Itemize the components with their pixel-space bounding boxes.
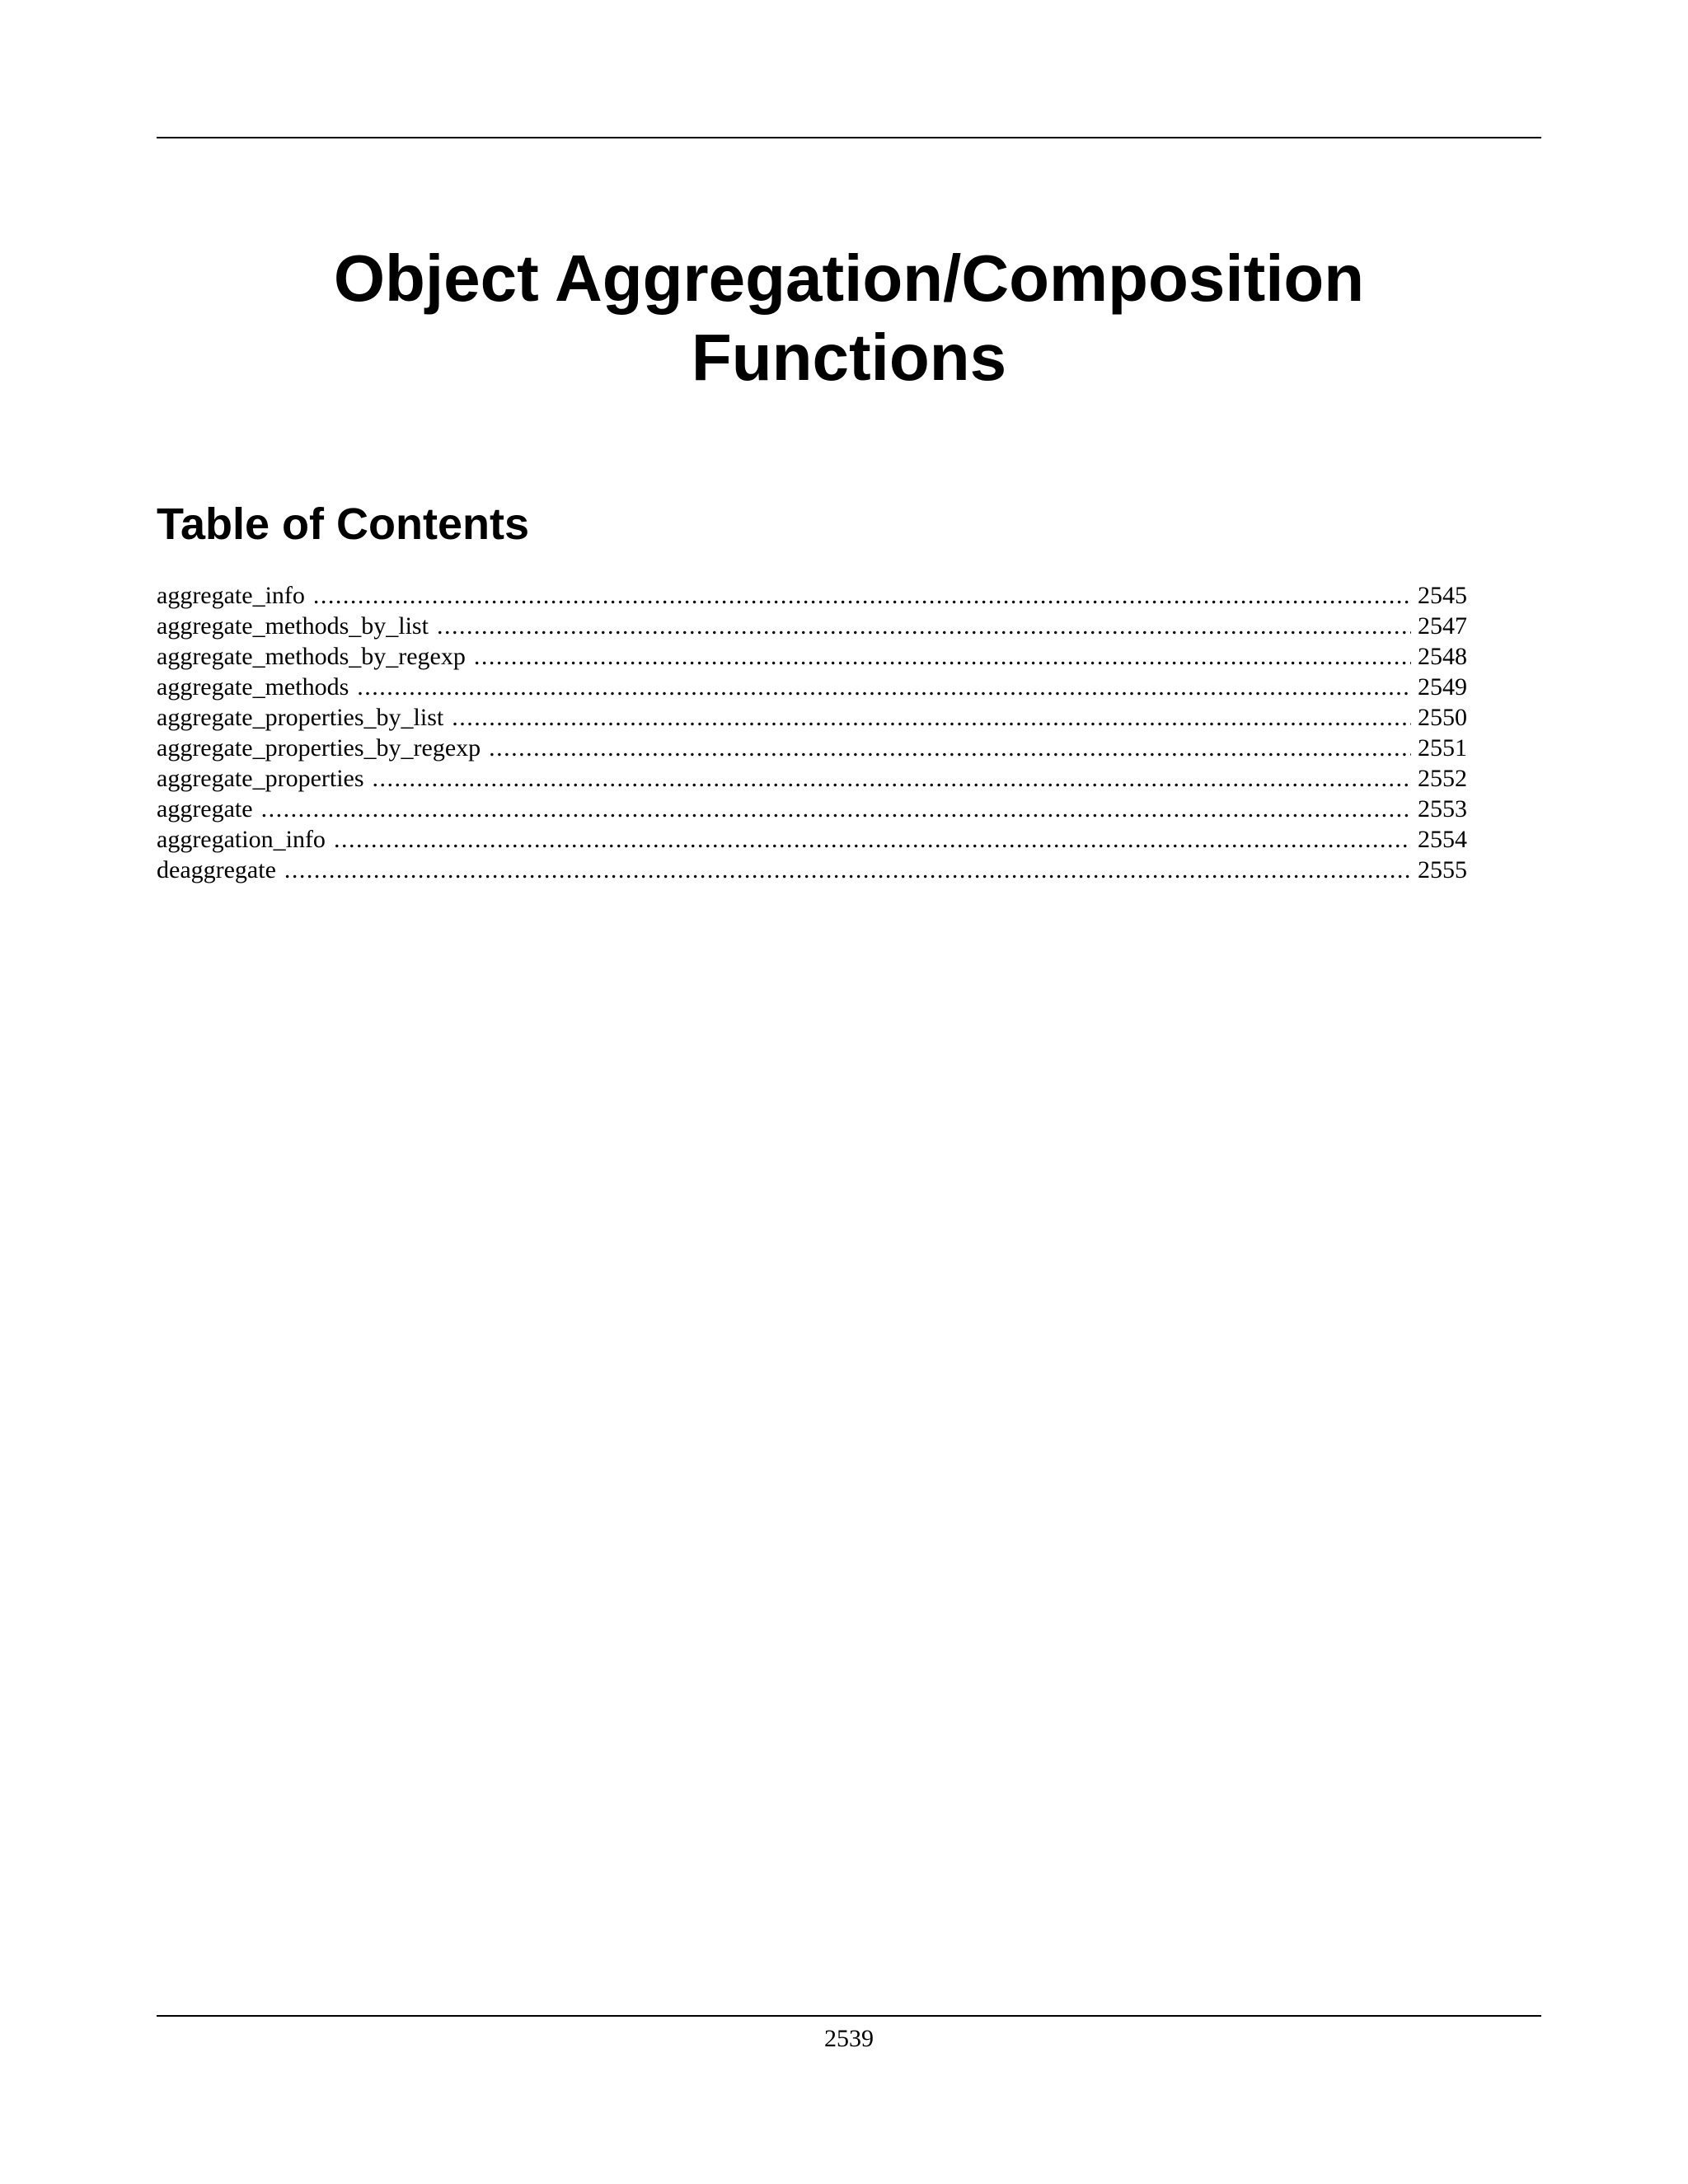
toc-entry-name: aggregate_methods_by_list: [157, 612, 429, 640]
toc-entry-page: 2550: [1418, 704, 1467, 731]
chapter-title-line-1: Object Aggregation/Composition: [333, 241, 1365, 315]
toc-entry[interactable]: [157, 855, 1467, 885]
toc-entry-name: aggregation_info: [157, 826, 326, 853]
header-rule: [157, 137, 1541, 138]
toc-entry-name: aggregate_methods_by_regexp: [157, 643, 466, 670]
toc-entry-page: 2547: [1418, 612, 1467, 640]
toc-entry-page: 2554: [1418, 826, 1467, 853]
chapter-title-line-2: Functions: [691, 321, 1007, 394]
toc-entry-name: aggregate_methods: [157, 673, 349, 701]
toc-entry[interactable]: [157, 824, 1467, 855]
toc-entry-name: aggregate_properties_by_list: [157, 704, 444, 731]
toc-entry-name: aggregate_properties: [157, 765, 364, 792]
toc-entry-page: 2551: [1418, 734, 1467, 762]
toc-entry[interactable]: [157, 611, 1467, 641]
toc-entry[interactable]: [157, 702, 1467, 733]
toc-entry-page: 2545: [1418, 582, 1467, 609]
toc-leader-dots: [373, 763, 1411, 794]
toc-leader-dots: [437, 611, 1411, 641]
toc-entry[interactable]: [157, 763, 1467, 794]
toc-entry[interactable]: [157, 672, 1467, 702]
toc-entry-page: 2552: [1418, 765, 1467, 792]
toc-entry-name: aggregate_properties_by_regexp: [157, 734, 481, 762]
toc-entry-page: 2549: [1418, 673, 1467, 701]
toc-list: [157, 580, 1467, 885]
toc-leader-dots: [489, 733, 1411, 763]
toc-leader-dots: [474, 641, 1411, 672]
toc-entry[interactable]: [157, 641, 1467, 672]
chapter-title: [157, 239, 1541, 397]
toc-leader-dots: [357, 672, 1411, 702]
toc-entry-name: aggregate: [157, 795, 253, 823]
toc-entry[interactable]: [157, 580, 1467, 611]
toc-entry-page: 2553: [1418, 795, 1467, 823]
toc-heading: Table of Contents: [157, 499, 529, 549]
toc-entry-page: 2555: [1418, 856, 1467, 883]
toc-leader-dots: [334, 824, 1411, 855]
toc-leader-dots: [284, 855, 1411, 885]
toc-entry[interactable]: [157, 794, 1467, 824]
toc-entry[interactable]: [157, 733, 1467, 763]
toc-leader-dots: [313, 580, 1411, 611]
toc-entry-name: deaggregate: [157, 856, 276, 883]
footer-rule: [157, 2015, 1541, 2017]
toc-leader-dots: [261, 794, 1411, 824]
toc-entry-page: 2548: [1418, 643, 1467, 670]
page-number: 2539: [824, 2025, 874, 2052]
toc-leader-dots: [452, 702, 1411, 733]
toc-entry-name: aggregate_info: [157, 582, 305, 609]
